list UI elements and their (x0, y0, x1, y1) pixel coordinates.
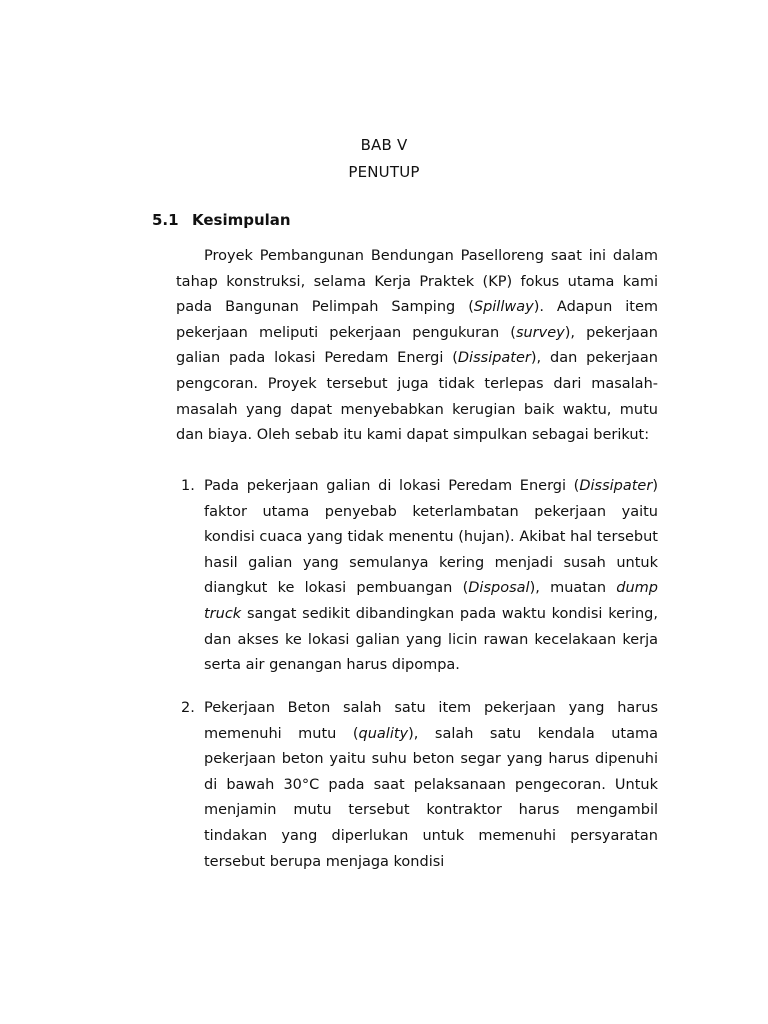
list-marker: 1. (181, 478, 195, 494)
term-spillway: Spillway (473, 299, 534, 316)
intro-text: ), dan pekerjaan pengcoran. Proyek tersebut juga tidak terlepas dari masalah-masalah yang dapat menyebabkan kerugian baik waktu, mutu dan biaya. Oleh sebab itu kami dapat simpulkan sebagai berikut: (176, 350, 658, 444)
section-title: Kesimpulan (192, 211, 291, 229)
intro-text: ). Adapun item pekerjaan meliputi pekerjaan pengukuran ( (176, 299, 658, 341)
term-dump-truck: dump truck (204, 580, 658, 622)
chapter-label: BAB V (360, 136, 408, 154)
item-text: Pekerjaan Beton salah satu item pekerjaan yang harus memenuhi mutu ( (204, 700, 658, 742)
item-text: ) faktor utama penyebab keterlambatan pekerjaan yaitu kondisi cuaca yang tidak menentu (hujan). Akibat hal tersebut hasil galian yang semulanya kering menjadi susah untuk diangkut ke lokasi pembuangan ( (204, 478, 658, 597)
conclusion-list (176, 474, 658, 679)
section-heading (152, 211, 291, 229)
item-text: ), salah satu kendala utama pekerjaan beton yaitu suhu beton segar yang harus dipenuhi di bawah 30°C pada saat pelaksanaan pengecoran. Untuk menjamin mutu tersebut kontraktor harus mengambil tindakan yang diperlukan untuk memenuhi persyaratan tersebut berupa menjaga kondisi (204, 725, 658, 870)
term-disposal: Disposal (468, 580, 530, 597)
term-dissipater: Dissipater (457, 350, 531, 367)
intro-text: ), pekerjaan galian pada lokasi Peredam Energi ( (176, 324, 658, 367)
intro-text: Proyek Pembangunan Bendungan Paselloreng saat ini dalam tahap konstruksi, selama Kerja Praktek (KP) fokus utama kami pada Bangunan Pelimpah Samping ( (176, 248, 658, 316)
intro-paragraph (176, 244, 658, 449)
list-marker: 2. (181, 700, 195, 716)
term-survey: survey (515, 324, 565, 341)
list-item (176, 474, 658, 679)
list-item (176, 696, 658, 875)
item-text: ), muatan (529, 580, 617, 597)
section-number: 5.1 (152, 211, 179, 229)
conclusion-list-continued (176, 696, 658, 875)
term-quality: quality (358, 725, 409, 742)
chapter-title: PENUTUP (348, 163, 420, 181)
term-dissipater: Dissipater (579, 478, 653, 494)
item-text: sangat sedikit dibandingkan pada waktu kondisi kering, dan akses ke lokasi galian yang licin rawan kecelakaan kerja serta air genangan harus dipompa. (204, 605, 658, 674)
item-text: Pada pekerjaan galian di lokasi Peredam Energi ( (204, 478, 580, 494)
